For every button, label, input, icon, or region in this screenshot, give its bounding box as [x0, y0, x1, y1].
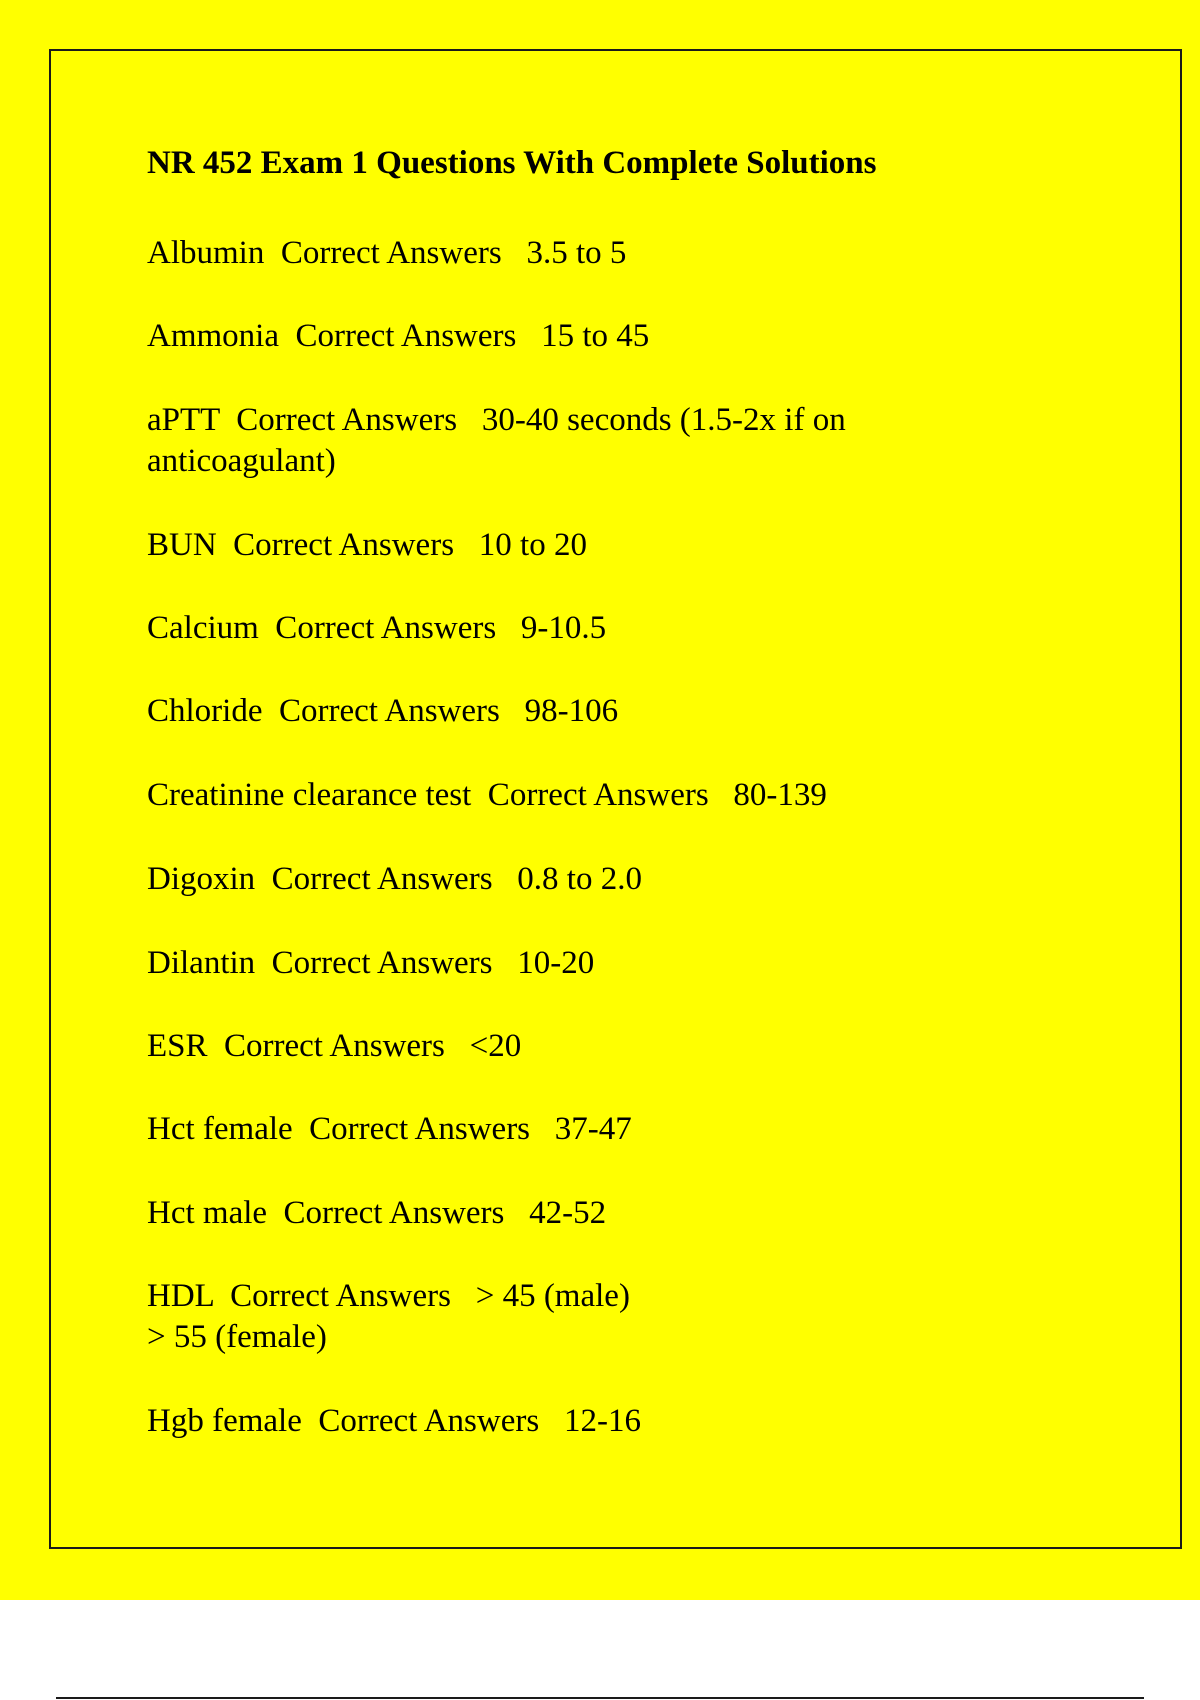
entry-chloride: Chloride Correct Answers 98-106	[147, 693, 619, 729]
entry-hct-female: Hct female Correct Answers 37-47	[147, 1111, 632, 1147]
document-title: NR 452 Exam 1 Questions With Complete Solutions	[147, 145, 877, 181]
entry-albumin: Albumin Correct Answers 3.5 to 5	[147, 235, 627, 271]
entry-calcium: Calcium Correct Answers 9-10.5	[147, 610, 607, 646]
entry-hgb-female: Hgb female Correct Answers 12-16	[147, 1403, 641, 1439]
entry-hct-male: Hct male Correct Answers 42-52	[147, 1195, 607, 1231]
footer-divider	[56, 1697, 1144, 1699]
entry-ammonia: Ammonia Correct Answers 15 to 45	[147, 318, 650, 354]
entry-esr: ESR Correct Answers <20	[147, 1028, 522, 1064]
entry-creatinine-clearance: Creatinine clearance test Correct Answers 80-139	[147, 777, 827, 813]
entry-aptt: aPTT Correct Answers 30-40 seconds (1.5-2x if on anticoagulant)	[147, 402, 846, 479]
entry-dilantin: Dilantin Correct Answers 10-20	[147, 945, 595, 981]
content-box	[49, 49, 1182, 1549]
entry-bun: BUN Correct Answers 10 to 20	[147, 527, 587, 563]
entry-hdl: HDL Correct Answers > 45 (male) > 55 (female)	[147, 1278, 630, 1355]
entry-digoxin: Digoxin Correct Answers 0.8 to 2.0	[147, 861, 642, 897]
